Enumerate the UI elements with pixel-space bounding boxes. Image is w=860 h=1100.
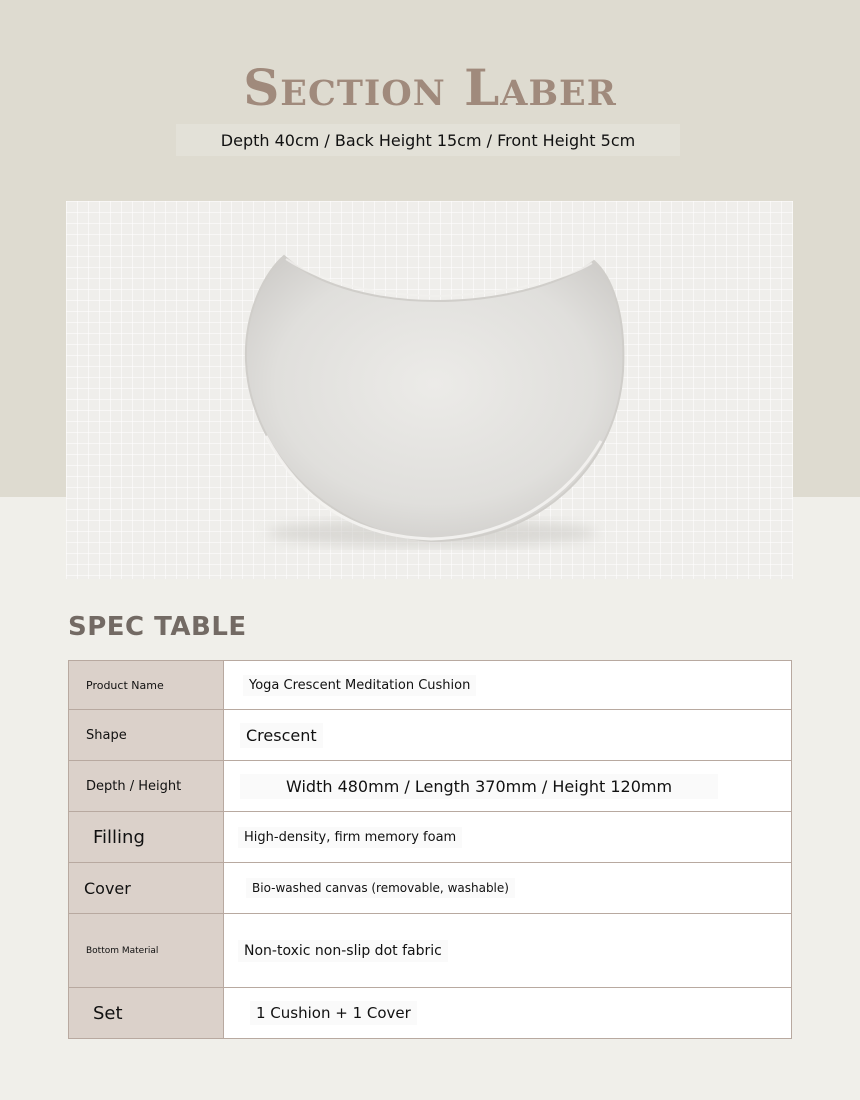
section-title: Section Laber [243,58,617,117]
spec-label-set: Set [69,988,224,1039]
table-row [69,661,792,710]
spec-value-depth-height [224,761,792,812]
spec-value-product-name [224,661,792,710]
spec-value-set [224,988,792,1039]
spec-label-cover: Cover [69,863,224,914]
table-row [69,988,792,1039]
spec-table-heading: SPEC TABLE [68,612,247,642]
dimensions-caption: Depth 40cm / Back Height 15cm / Front Height 5cm [176,124,680,156]
spec-label-shape: Shape [69,710,224,761]
product-photo [66,201,793,579]
spec-value-shape [224,710,792,761]
spec-value-text: Crescent [240,723,323,748]
spec-value-text: Bio-washed canvas (removable, washable) [246,878,515,898]
table-row [69,710,792,761]
spec-value-bottom-material [224,914,792,988]
spec-label-depth-height: Depth / Height [69,761,224,812]
spec-label-product-name: Product Name [69,661,224,710]
table-row [69,863,792,914]
spec-value-text: Width 480mm / Length 370mm / Height 120mm [240,774,718,799]
spec-value-text: Non-toxic non-slip dot fabric [238,940,448,962]
spec-value-text: Yoga Crescent Meditation Cushion [243,675,476,696]
spec-label-filling: Filling [69,812,224,863]
spec-value-text: 1 Cushion + 1 Cover [250,1001,417,1025]
spec-value-filling [224,812,792,863]
crescent-cushion-icon [66,201,793,579]
spec-label-bottom-material: Bottom Material [69,914,224,988]
spec-table [68,660,792,1039]
spec-value-text: High-density, firm memory foam [238,827,462,848]
table-row [69,812,792,863]
table-row [69,914,792,988]
table-row [69,761,792,812]
spec-value-cover [224,863,792,914]
